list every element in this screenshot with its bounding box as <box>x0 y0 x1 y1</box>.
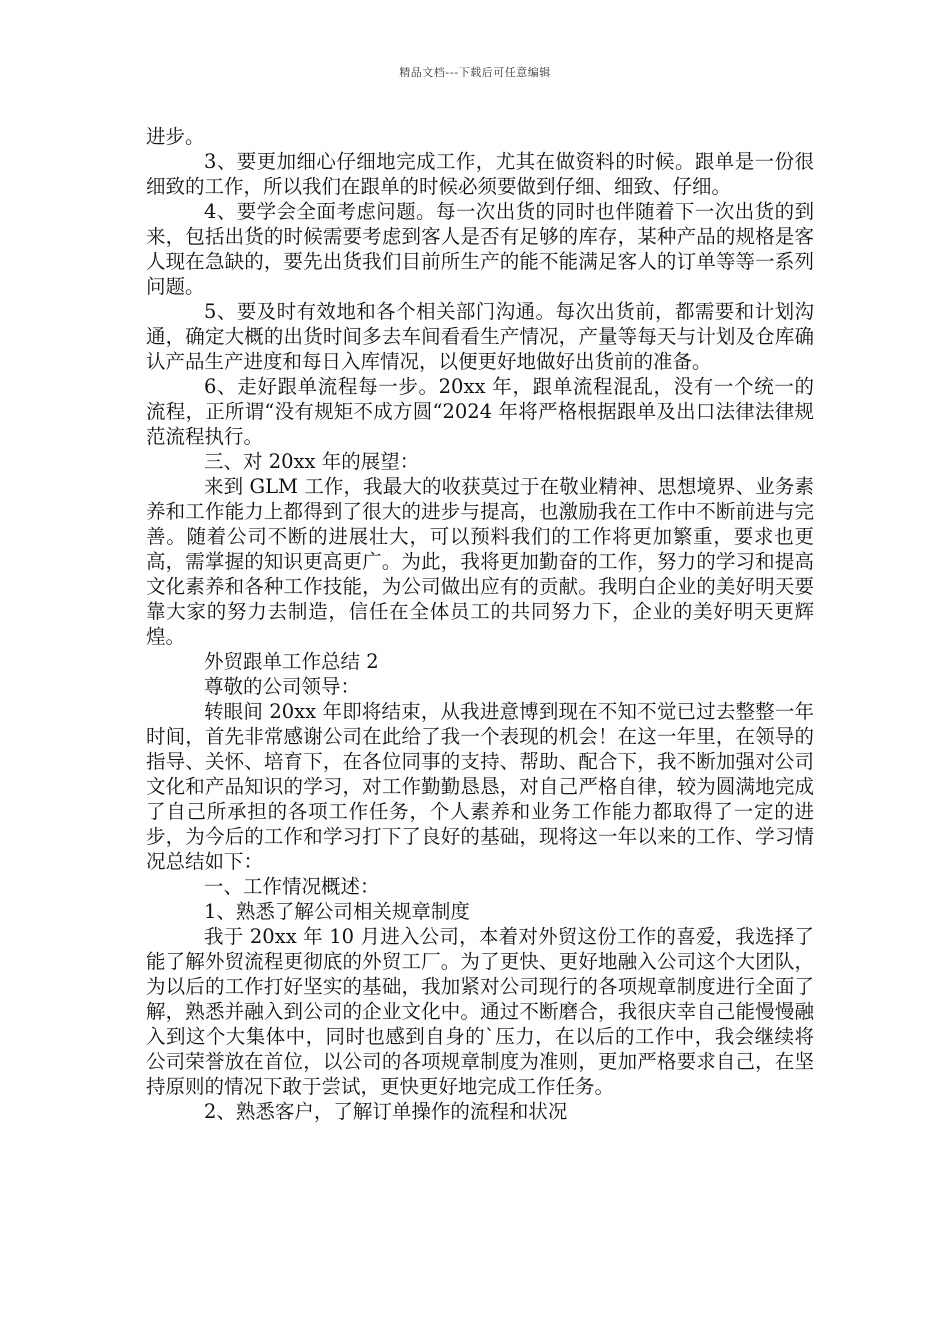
document-body <box>146 124 814 1124</box>
subheading-customers: 2、熟悉客户，了解订单操作的流程和状况 <box>204 1100 568 1123</box>
section-heading-outlook: 三、对 20xx 年的展望： <box>204 450 420 473</box>
subheading-rules: 1、熟悉了解公司相关规章制度 <box>204 900 470 923</box>
paragraph-intro: 转眼间 20xx 年即将结束，从我进意博到现在不知不觉已过去整整一年时间，首先非常感谢公司在此给了我一个表现的机会！在这一年里，在领导的指导、关怀、培育下，在各位同事的支持、帮助、配合下，我不断加强对公司文化和产品知识的学习，对工作勤勤恳恳，对自己严格自律，较为圆满地完成了自己所承担的各项工作任务，个人素养和业务工作能力都取得了一定的进步，为今后的工作和学习打下了良好的基础，现将这一年以来的工作、学习情况总结如下： <box>146 700 814 873</box>
paragraph-item-3: 3、要更加细心仔细地完成工作，尤其在做资料的时候。跟单是一份很细致的工作，所以我们在跟单的时候必须要做到仔细、细致、仔细。 <box>146 150 814 198</box>
page-header: 精品文档---下载后可任意编辑 <box>399 66 551 79</box>
salutation: 尊敬的公司领导： <box>204 675 361 698</box>
paragraph-item-4: 4、要学会全面考虑问题。每一次出货的同时也伴随着下一次出货的到来，包括出货的时候需要考虑到客人是否有足够的库存，某种产品的规格是客人现在急缺的，要先出货我们目前所生产的能不能满足客人的订单等等一系列问题。 <box>146 200 814 298</box>
paragraph-item-6: 6、走好跟单流程每一步。20xx 年，跟单流程混乱，没有一个统一的流程，正所谓“没有规矩不成方圆“2024 年将严格根据跟单及出口法律法律规范流程执行。 <box>146 375 814 448</box>
paragraph-outlook: 来到 GLM 工作，我最大的收获莫过于在敬业精神、思想境界、业务素养和工作能力上都得到了很大的进步与提高，也激励我在工作中不断前进与完善。随着公司不断的进展壮大，可以预料我们的工作将更加繁重，要求也更高，需掌握的知识更高更广。为此，我将更加勤奋的工作，努力的学习和提高文化素养和各种工作技能，为公司做出应有的贡献。我明白企业的美好明天要靠大家的努力去制造，信任在全体员工的共同努力下，企业的美好明天更辉煌。 <box>146 475 814 648</box>
paragraph-item-5: 5、要及时有效地和各个相关部门沟通。每次出货前，都需要和计划沟通，确定大概的出货时间多去车间看看生产情况，产量等每天与计划及仓库确认产品生产进度和每日入库情况，以便更好地做好出货前的准备。 <box>146 300 814 373</box>
document-title-2: 外贸跟单工作总结 2 <box>204 650 379 673</box>
paragraph-continuation: 进步。 <box>146 125 205 148</box>
section-heading-overview: 一、工作情况概述： <box>204 875 380 898</box>
paragraph-rules: 我于 20xx 年 10 月进入公司，本着对外贸这份工作的喜爱，我选择了能了解外贸流程更彻底的外贸工厂。为了更快、更好地融入公司这个大团队，为以后的工作打好坚实的基础，我加紧对公司现行的各项规章制度进行全面了解，熟悉并融入到公司的企业文化中。通过不断磨合，我很庆幸自己能慢慢融入到这个大集体中，同时也感到自身的`压力，在以后的工作中，我会继续将公司荣誉放在首位，以公司的各项规章制度为准则，更加严格要求自己，在坚持原则的情况下敢于尝试，更快更好地完成工作任务。 <box>146 925 814 1098</box>
